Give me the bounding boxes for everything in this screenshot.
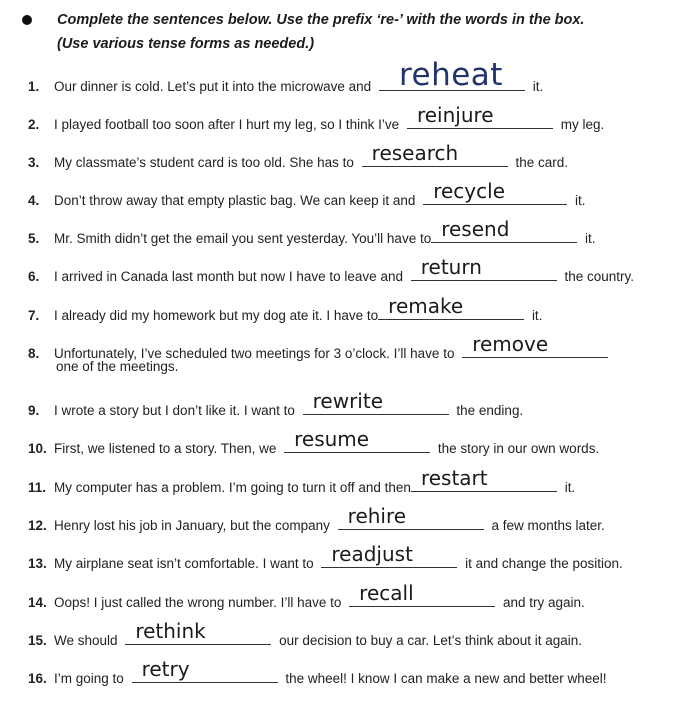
answer-text: remake <box>388 294 464 318</box>
sentence-after: it. <box>564 480 576 495</box>
answer-blank[interactable] <box>362 141 508 167</box>
sentence-after: the country. <box>564 269 635 284</box>
sentence-after: it. <box>532 79 544 94</box>
answer-text: reheat <box>398 57 503 93</box>
item-number: 6. <box>28 269 40 284</box>
sentence-before: My classmate’s student card is too old. She has to <box>54 155 354 170</box>
answer-blank[interactable] <box>303 389 449 415</box>
answer-blank[interactable] <box>284 427 430 453</box>
item-sentence <box>54 427 600 456</box>
sentence-after: the story in our own words. <box>437 441 600 456</box>
item-number: 9. <box>28 403 40 418</box>
item-sentence <box>54 255 635 284</box>
sentence-before: I played football too soon after I hurt my leg, so I think I’ve <box>54 117 400 132</box>
answer-blank[interactable] <box>379 57 525 93</box>
item-number: 15. <box>28 633 47 648</box>
sentence-after: it. <box>531 308 543 323</box>
sentence-before: I’m going to <box>54 671 124 686</box>
answer-text: restart <box>420 466 488 490</box>
item-sentence <box>54 294 543 323</box>
answer-text: readjust <box>331 542 413 566</box>
answer-text: return <box>420 255 482 279</box>
answer-text: recycle <box>433 179 505 203</box>
item-number: 2. <box>28 117 40 132</box>
answer-blank[interactable] <box>349 581 495 607</box>
answer-text: reinjure <box>416 103 494 127</box>
sentence-before: My computer has a problem. I’m going to turn it off and then <box>54 480 411 495</box>
sentence-continuation: one of the meetings. <box>56 359 179 374</box>
item-sentence <box>54 619 583 648</box>
exercise-item-4 <box>0 174 694 214</box>
sentence-before: Unfortunately, I’ve scheduled two meetings for 3 o’clock. I’ll have to <box>54 346 455 361</box>
item-number: 10. <box>28 441 47 456</box>
sentence-before: We should <box>54 633 118 648</box>
item-sentence <box>54 466 576 495</box>
item-sentence <box>54 103 605 132</box>
sentence-before: Our dinner is cold. Let’s put it into the microwave and <box>54 79 372 94</box>
exercise-item-15 <box>0 614 694 654</box>
answer-blank[interactable] <box>411 466 557 492</box>
sentence-before: Mr. Smith didn’t get the email you sent yesterday. You’ll have to <box>54 231 432 246</box>
item-sentence <box>54 504 605 533</box>
item-sentence <box>54 657 607 686</box>
item-number: 7. <box>28 308 40 323</box>
item-sentence <box>54 179 586 208</box>
exercise-item-9 <box>0 384 694 424</box>
exercise-item-12 <box>0 499 694 539</box>
item-number: 11. <box>28 480 47 495</box>
exercise-item-3 <box>0 136 694 176</box>
exercise-item-7 <box>0 289 694 329</box>
sentence-before: My airplane seat isn’t comfortable. I want to <box>54 556 314 571</box>
answer-blank[interactable] <box>132 657 278 683</box>
instructions-line-1: Complete the sentences below. Use the prefix ‘re-’ with the words in the box. <box>57 12 585 28</box>
answer-text: research <box>371 141 459 165</box>
sentence-before: Don’t throw away that empty plastic bag. We can keep it and <box>54 193 416 208</box>
bullet-icon <box>22 15 32 25</box>
exercise-item-11 <box>0 461 694 501</box>
exercise-item-1 <box>0 57 694 100</box>
sentence-before: Henry lost his job in January, but the company <box>54 518 330 533</box>
sentence-after: it and change the position. <box>465 556 623 571</box>
sentence-after: a few months later. <box>491 518 605 533</box>
exercise-item-2 <box>0 98 694 138</box>
item-number: 16. <box>28 671 47 686</box>
instructions-line-2: (Use various tense forms as needed.) <box>57 36 315 52</box>
sentence-after: the card. <box>515 155 568 170</box>
answer-text: resume <box>294 427 370 451</box>
answer-text: rethink <box>135 619 206 643</box>
exercise-item-5 <box>0 212 694 252</box>
item-sentence <box>54 141 568 170</box>
answer-blank[interactable] <box>321 542 457 568</box>
sentence-after: it. <box>584 231 596 246</box>
item-number: 12. <box>28 518 47 533</box>
answer-text: remove <box>472 332 549 356</box>
answer-text: recall <box>359 581 414 605</box>
sentence-after: my leg. <box>560 117 605 132</box>
sentence-before: Oops! I just called the wrong number. I’ll have to <box>54 595 342 610</box>
answer-blank[interactable] <box>125 619 271 645</box>
exercise-item-14 <box>0 576 694 616</box>
sentence-after: the wheel! I know I can make a new and better wheel! <box>285 671 607 686</box>
sentence-after: it. <box>574 193 586 208</box>
answer-blank[interactable] <box>423 179 567 205</box>
answer-text: rehire <box>347 504 407 528</box>
item-sentence <box>54 542 623 571</box>
instructions <box>27 8 687 56</box>
item-number: 3. <box>28 155 40 170</box>
answer-blank[interactable] <box>407 103 553 129</box>
sentence-after: the ending. <box>456 403 524 418</box>
item-sentence <box>54 581 585 610</box>
exercise-item-8 <box>0 327 694 389</box>
sentence-before: I wrote a story but I don’t like it. I want to <box>54 403 295 418</box>
answer-text: rewrite <box>312 389 383 413</box>
item-sentence <box>54 217 596 246</box>
answer-blank[interactable] <box>411 255 557 281</box>
sentence-before: I arrived in Canada last month but now I have to leave and <box>54 269 403 284</box>
answer-blank[interactable] <box>431 217 577 243</box>
sentence-before: I already did my homework but my dog ate it. I have to <box>54 308 379 323</box>
item-number: 8. <box>28 346 40 361</box>
item-sentence <box>54 389 524 418</box>
sentence-before: First, we listened to a story. Then, we <box>54 441 277 456</box>
item-sentence <box>54 57 544 94</box>
sentence-after: and try again. <box>502 595 585 610</box>
exercise-item-10 <box>0 422 694 462</box>
exercise-item-13 <box>0 537 694 577</box>
answer-text: resend <box>441 217 510 241</box>
exercise-item-6 <box>0 250 694 290</box>
exercise-item-16 <box>0 652 694 692</box>
answer-blank[interactable] <box>338 504 484 530</box>
item-number: 13. <box>28 556 47 571</box>
answer-text: retry <box>141 657 190 681</box>
item-number: 14. <box>28 595 47 610</box>
item-number: 5. <box>28 231 40 246</box>
answer-blank[interactable] <box>462 332 608 358</box>
item-number: 4. <box>28 193 40 208</box>
sentence-after: our decision to buy a car. Let’s think about it again. <box>279 633 583 648</box>
item-number: 1. <box>28 79 40 94</box>
answer-blank[interactable] <box>378 294 524 320</box>
